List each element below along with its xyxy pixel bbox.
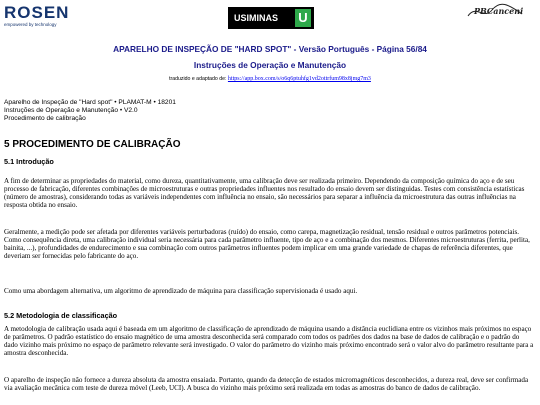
usiminas-wordmark: USIMINAS <box>234 13 279 23</box>
signature-scribble-icon <box>466 2 526 22</box>
usiminas-logo <box>228 7 314 29</box>
document-meta <box>4 99 176 122</box>
rosen-logo <box>4 4 69 27</box>
signature-text: PBCanceni <box>474 6 524 16</box>
subsection-title-classification: 5.2 Metodologia de classificação <box>4 311 118 320</box>
logo-bar <box>0 0 540 36</box>
usiminas-mark-icon: U <box>295 9 311 27</box>
translation-credit <box>0 76 540 82</box>
meta-line-1: Aparelho de Inspeção de "Hard spot" • PLAMAT-M • 18201 <box>4 99 176 106</box>
subsection-title-intro: 5.1 Introdução <box>4 157 54 166</box>
meta-line-2: Instruções de Operação e Manutenção • V2.0 <box>4 106 138 114</box>
paragraph-2: Geralmente, a medição pode ser afetada por diferentes variáveis perturbadoras (ruído) do ensaio, como carepa, magnetização residual, tensão residual e outros parâmetros potenciais. Como consequência direta, uma calibração individual seria necessária para cada parâmetro influente, tipo de aço e a combinação dos mesmos. Diferentes microestruturas (ferrita, perlita, bainita, ...), profundidades de endurecimento e sua combinação com outros parâmetros influentes podem implicar em uma grande variedade de chapas de referência diferentes, que deveriam ser fornecidas pelo fabricante do aço. <box>4 228 530 261</box>
signature-logo <box>474 6 523 16</box>
page-subtitle: Instruções de Operação e Manutenção <box>193 60 347 70</box>
meta-line-3: Procedimento de calibração <box>4 114 86 122</box>
credit-prefix: traduzido e adaptado de: <box>169 76 228 82</box>
paragraph-4: A metodologia de calibração usada aqui é baseada em um algoritmo de classificação de aprendizado de máquina usando a distância euclidiana entre os vizinhos mais próximos no espaço de parâmetros. O padrão estatístico do ensaio magnético de uma amostra desconhecida será comparado com todos os padrões dos dados na base de dados de calibração e o padrão do dado vizinho mais próximo no espaço de parâmetro relevante será investigado. O valor do parâmetro do vizinho mais próximo encontrado será o valor alvo do parâmetro resultante para a amostra desconhecida. <box>4 325 534 358</box>
paragraph-5: O aparelho de inspeção não fornece a dureza absoluta da amostra ensaiada. Portanto, quando da detecção de estados micromagnéticos desconhecidos, a dureza real, deve ser confirmada via avaliação mecânica com teste de dureza móvel (Leeb, UCI). A busca do vizinho mais próximo será realizada em todas as amostras do banco de dados de calibração. <box>4 376 529 393</box>
paragraph-1: A fim de determinar as propriedades do material, como dureza, quantitativamente, uma calibração deve ser realizada primeiro. Dependendo da composição química do aço e de seu processo de fabricação, diferentes combinações de microestruturas e outras propriedades influentes nos resultado do ensaio devem ser distinguidas. Testes com consistência estatísticas (número de amostras), considerando todas as variáveis independentes com influência no ensaio, são necessários para separar a influência da microestrutura das outras influências na resposta obtida no ensaio. <box>4 177 525 210</box>
source-link[interactable]: https://app.box.com/s/o6q6ptuhfg1vd2ottrfum98x8jmg7m3 <box>227 76 371 82</box>
rosen-wordmark: ROSEN <box>4 3 70 22</box>
section-title: 5 PROCEDIMENTO DE CALIBRAÇÃO <box>4 139 181 150</box>
rosen-tagline: empowered by technology <box>4 22 57 27</box>
page-title: APARELHO DE INSPEÇÃO DE "HARD SPOT" - Versão Português - Página 56/84 <box>113 44 427 54</box>
paragraph-3: Como uma abordagem alternativa, um algoritmo de aprendizado de máquina para classificação supervisionada é usado aqui. <box>4 287 358 295</box>
